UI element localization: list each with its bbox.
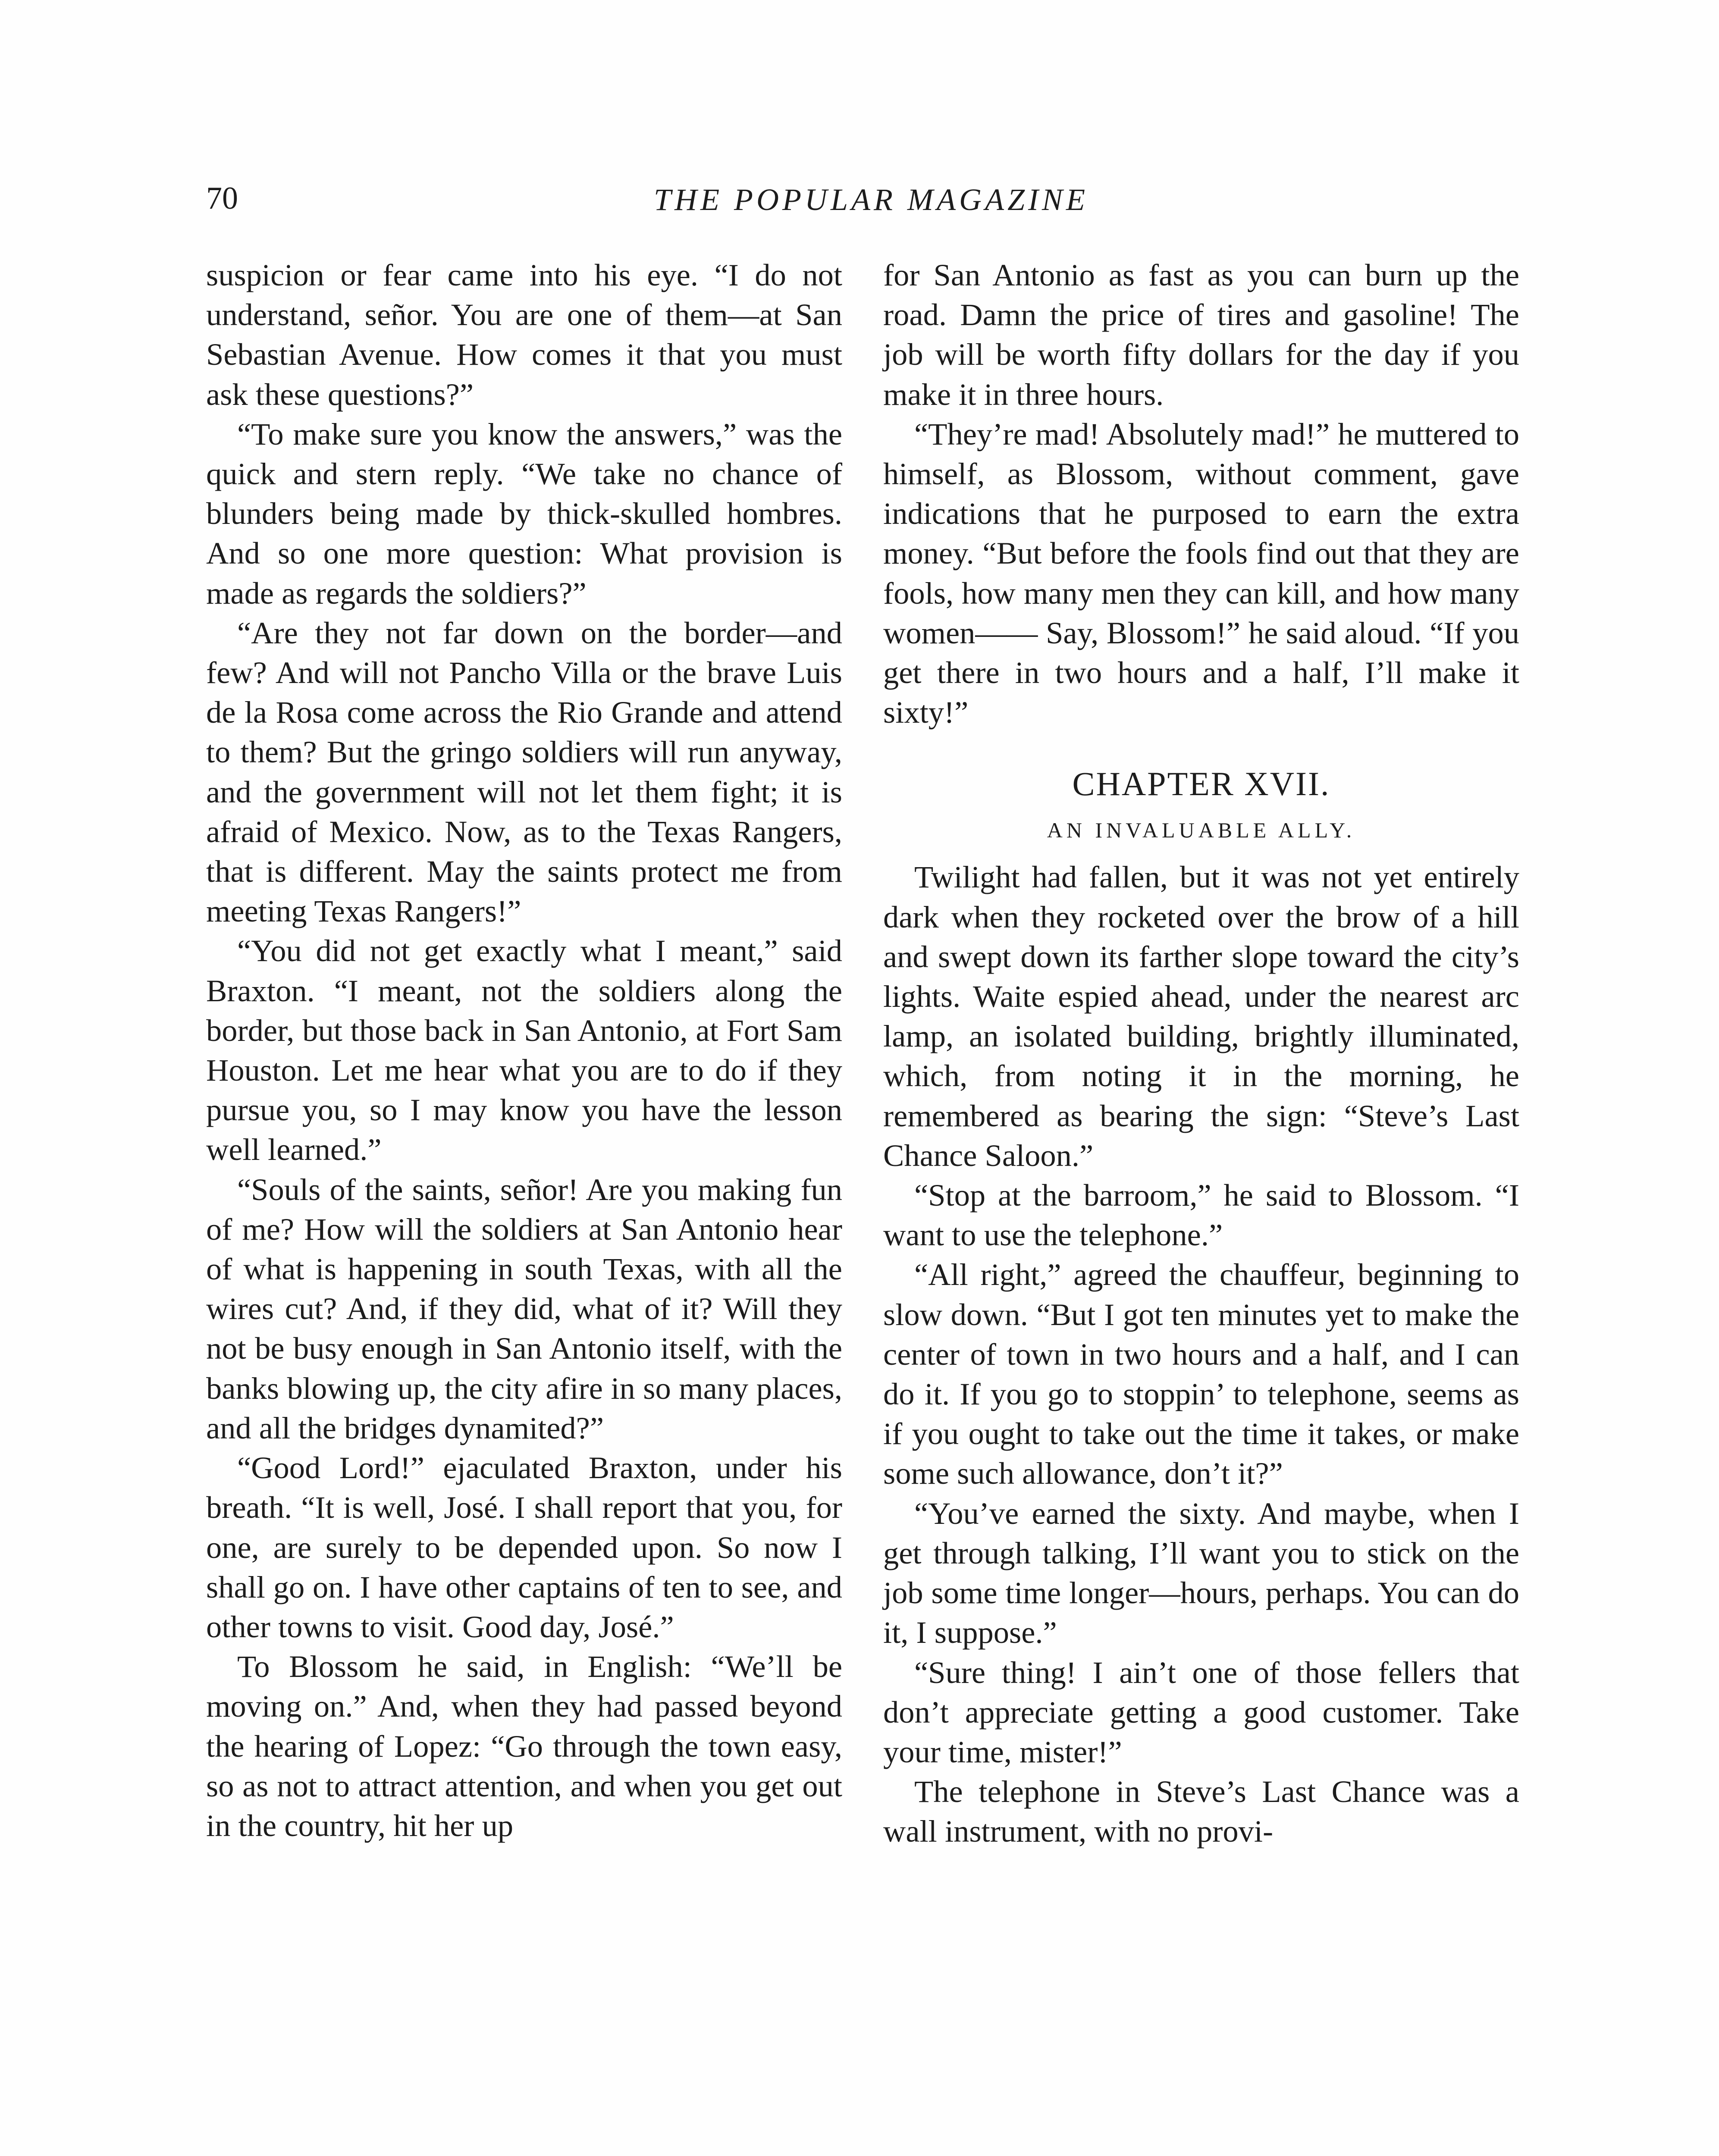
paragraph: “To make sure you know the answers,” was the quick and stern reply. “We take no chance of blunders being made by thick-skulled hombres. And so one more question: What provision is made as regards the soldiers?” [206,416,842,611]
paragraph: “All right,” agreed the chauffeur, beginning to slow down. “But I got ten minutes yet to make the center of town in two hours and a half, and I can do it. If you go to stoppin’ to telephone, seems as if you ought to take out the time it takes, or make some such allowance, don’t it?” [883,1257,1519,1491]
paragraph: for San Antonio as fast as you can burn up the road. Damn the price of tires and gasoline! The job will be worth fifty dollars for the day if you make it in three hours. [883,257,1519,412]
left-column [206,255,842,1846]
page-number: 70 [206,181,238,216]
paragraph: “Are they not far down on the border—and few? And will not Pancho Villa or the brave Luis de la Rosa come across the Rio Grande and attend to them? But the gringo soldiers will run anyway, and the government will not let them fight; it is afraid of Mexico. Now, as to the Texas Rangers, that is different. May the saints protect me from meeting Texas Rangers!” [206,615,842,929]
chapter-subtitle: AN INVALUABLE ALLY. [1047,818,1356,843]
paragraph: The telephone in Steve’s Last Chance was a wall instrument, with no provi- [883,1774,1519,1849]
right-column [883,255,1519,1852]
paragraph: “Souls of the saints, señor! Are you making fun of me? How will the soldiers at San Antonio hear of what is happening in south Texas, with all the wires cut? And, if they did, what of it? Will they not be busy enough in San Antonio itself, with the banks blowing up, the city afire in so many places, and all the bridges dynamited?” [206,1172,842,1445]
paragraph: Twilight had fallen, but it was not yet entirely dark when they rocketed over the brow of a hill and swept down its farther slope toward the city’s lights. Waite espied ahead, under the nearest arc lamp, an isolated building, brightly illuminated, which, from noting it in the morning, he remembered as bearing the sign: “Steve’s Last Chance Saloon.” [883,859,1519,1173]
paragraph: suspicion or fear came into his eye. “I do not understand, señor. You are one of them—at San Sebastian Avenue. How comes it that you must ask these questions?” [206,257,842,412]
paragraph: “You’ve earned the sixty. And maybe, when I get through talking, I’ll want you to stick on the job some time longer—hours, perhaps. You can do it, I suppose.” [883,1495,1519,1650]
paragraph: “Sure thing! I ain’t one of those fellers that don’t appreciate getting a good customer. Take your time, mister!” [883,1655,1519,1769]
chapter-title: CHAPTER XVII. [1072,765,1330,803]
paragraph: “Good Lord!” ejaculated Braxton, under his breath. “It is well, José. I shall report that you, for one, are surely to be depended upon. So now I shall go on. I have other captains of ten to see, and other towns to visit. Good day, José.” [206,1450,842,1644]
paragraph: To Blossom he said, in English: “We’ll be moving on.” And, when they had passed beyond the hearing of Lopez: “Go through the town easy, so as not to attract attention, and when you get out in the country, hit her up [206,1649,842,1843]
paragraph: “You did not get exactly what I meant,” said Braxton. “I meant, not the soldiers along the border, but those back in San Antonio, at Fort Sam Houston. Let me hear what you are to do if they pursue you, so I may know you have the lesson well learned.” [206,933,842,1167]
running-head: THE POPULAR MAGAZINE [654,182,1088,217]
paragraph: “Stop at the barroom,” he said to Blossom. “I want to use the telephone.” [883,1178,1519,1253]
paragraph: “They’re mad! Absolutely mad!” he muttered to himself, as Blossom, without comment, gave indications that he purposed to earn the extra money. “But before the fools find out that they are fools, how many men they can kill, and how many women—— Say, Blossom!” he said aloud. “If you get there in two hours and a half, I’ll make it sixty!” [883,416,1519,730]
